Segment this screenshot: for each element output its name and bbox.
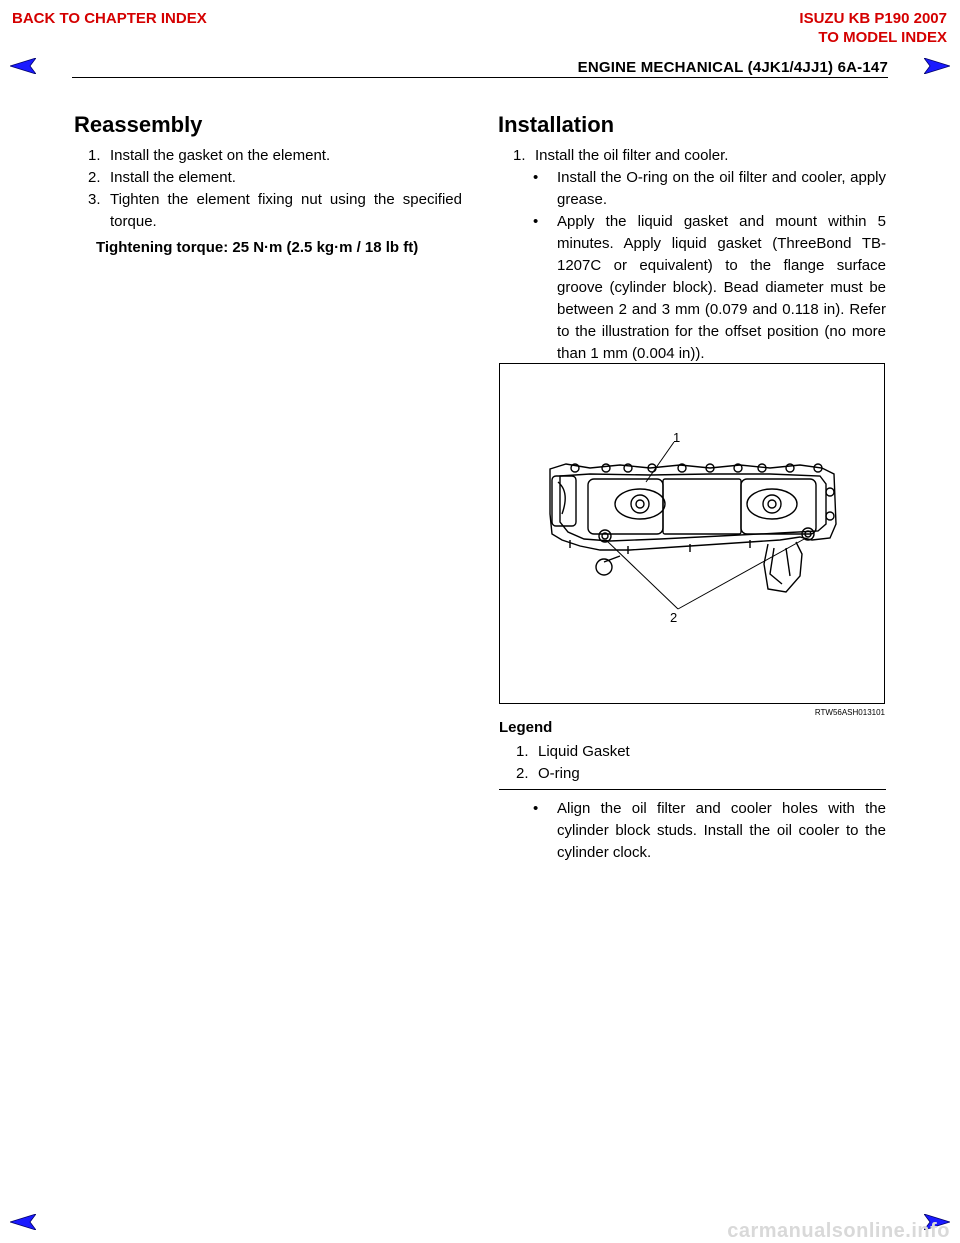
legend-title: Legend bbox=[499, 719, 553, 736]
bullet-text: Align the oil filter and cooler holes with the cylinder block studs. Install the oil cooler to the cylinder clock. bbox=[557, 800, 886, 861]
left-arrow-icon[interactable] bbox=[10, 58, 36, 74]
step-number: 3. bbox=[88, 191, 101, 208]
bullet-item bbox=[521, 167, 886, 211]
legend-text: O-ring bbox=[538, 765, 580, 782]
reassembly-step bbox=[88, 145, 462, 167]
oil-cooler-illustration bbox=[499, 363, 885, 704]
reassembly-step bbox=[88, 167, 462, 189]
to-model-index-link[interactable]: TO MODEL INDEX bbox=[818, 29, 947, 46]
legend-item bbox=[516, 763, 630, 785]
step-number: 1. bbox=[88, 147, 101, 164]
bullet-item bbox=[521, 211, 886, 365]
step-text: Install the oil filter and cooler. bbox=[535, 147, 729, 164]
figure-code: RTW56ASH013101 bbox=[814, 708, 885, 717]
step-number: 1. bbox=[513, 147, 526, 164]
bullet-dot: • bbox=[533, 169, 539, 186]
reassembly-heading: Reassembly bbox=[74, 112, 203, 137]
step-text: Tighten the element fixing nut using the specified torque. bbox=[110, 191, 462, 230]
installation-heading: Installation bbox=[498, 112, 615, 137]
back-to-chapter-index-link[interactable]: BACK TO CHAPTER INDEX bbox=[12, 10, 207, 27]
page-header-title: ENGINE MECHANICAL (4JK1/4JJ1) 6A-147 bbox=[577, 59, 888, 76]
step-number: 2. bbox=[88, 169, 101, 186]
bullet-dot: • bbox=[533, 213, 539, 230]
watermark: carmanualsonline.info bbox=[727, 1220, 950, 1242]
legend-text: Liquid Gasket bbox=[538, 743, 630, 760]
installation-steps bbox=[513, 145, 887, 167]
installation-step bbox=[513, 145, 887, 167]
left-arrow-icon[interactable] bbox=[10, 1214, 36, 1230]
bullet-item bbox=[521, 798, 886, 864]
bullet-dot: • bbox=[533, 800, 539, 817]
torque-spec: Tightening torque: 25 N·m (2.5 kg·m / 18 lb ft) bbox=[96, 239, 419, 256]
step-text: Install the gasket on the element. bbox=[110, 147, 331, 164]
step-text: Install the element. bbox=[110, 169, 236, 186]
installation-bullets bbox=[521, 167, 886, 365]
legend-item bbox=[516, 741, 630, 763]
callout-2-label: 2 bbox=[670, 610, 678, 625]
callout-1-label: 1 bbox=[673, 430, 681, 445]
installation-bullets-after bbox=[521, 798, 886, 864]
legend-divider bbox=[499, 789, 886, 790]
legend-number: 2. bbox=[516, 765, 529, 782]
legend-number: 1. bbox=[516, 743, 529, 760]
header-divider bbox=[72, 77, 888, 78]
reassembly-step bbox=[88, 189, 462, 233]
legend-list bbox=[516, 741, 630, 785]
bullet-text: Apply the liquid gasket and mount within 5 minutes. Apply liquid gasket (ThreeBond TB-1207C or equivalent) to the flange surface groove (cylinder block). Bead diameter must be between 2 and 3 mm (0.079 and 0.118 in). Refer to the illustration for the offset position (no more than 1 mm (0.004 in)). bbox=[557, 213, 886, 362]
bullet-text: Install the O-ring on the oil filter and cooler, apply grease. bbox=[557, 169, 886, 208]
model-title-link[interactable]: ISUZU KB P190 2007 bbox=[799, 10, 947, 27]
reassembly-steps bbox=[88, 145, 462, 233]
oil-cooler-diagram bbox=[500, 364, 884, 703]
right-arrow-icon[interactable] bbox=[924, 58, 950, 74]
